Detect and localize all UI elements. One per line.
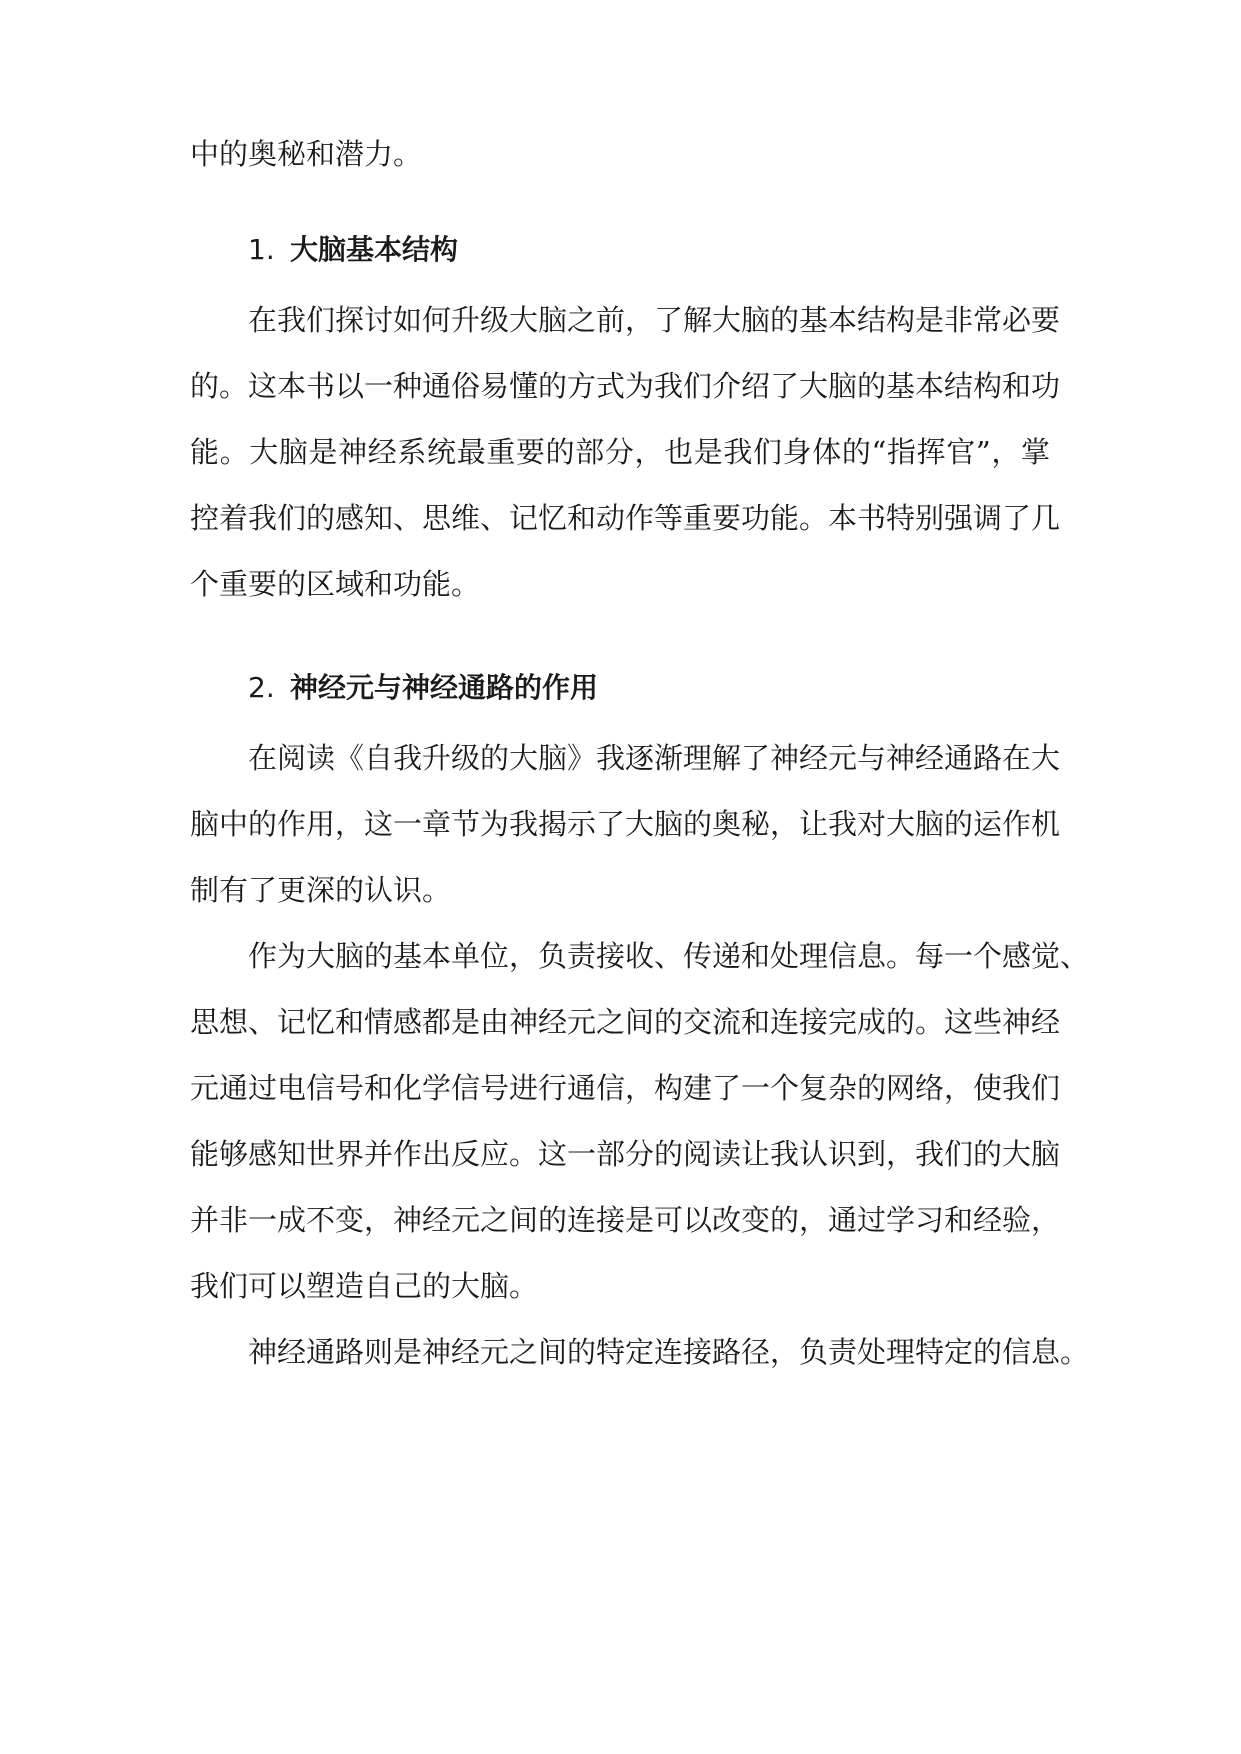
section1-para-line: 的。这本书以一种通俗易懂的方式为我们介绍了大脑的基本结构和功 — [190, 369, 1061, 403]
section2-para1-line: 脑中的作用，这一章节为我揭示了大脑的奥秘，让我对大脑的运作机 — [190, 807, 1061, 841]
section2-para2-line: 元通过电信号和化学信号进行通信，构建了一个复杂的网络，使我们 — [190, 1071, 1061, 1105]
section1-heading — [248, 230, 458, 270]
section1-para-line: 在我们探讨如何升级大脑之前，了解大脑的基本结构是非常必要 — [248, 303, 1061, 337]
section2-para3-line: 神经通路则是神经元之间的特定连接路径，负责处理特定的信息。 — [248, 1335, 1090, 1369]
section2-para1-line: 制有了更深的认识。 — [190, 873, 452, 907]
section2-para2-line: 我们可以塑造自己的大脑。 — [190, 1269, 539, 1303]
section2-heading — [248, 668, 598, 708]
section2-title: 神经元与神经通路的作用 — [290, 671, 599, 704]
section1-para-line: 控着我们的感知、思维、记忆和动作等重要功能。本书特别强调了几 — [190, 501, 1061, 535]
section2-para2-line: 并非一成不变，神经元之间的连接是可以改变的，通过学习和经验， — [190, 1203, 1061, 1237]
intro-tail-line: 中的奥秘和潜力。 — [190, 137, 423, 171]
section2-para2-line: 作为大脑的基本单位，负责接收、传递和处理信息。每一个感觉、 — [248, 939, 1090, 973]
section1-para-line: 个重要的区域和功能。 — [190, 567, 481, 601]
section1-para-line: 能。大脑是神经系统最重要的部分，也是我们身体的“指挥官”，掌 — [190, 435, 1050, 469]
section1-title: 大脑基本结构 — [290, 233, 459, 266]
section2-para2-line: 能够感知世界并作出反应。这一部分的阅读让我认识到，我们的大脑 — [190, 1137, 1061, 1171]
section1-number: 1. — [248, 233, 275, 266]
section2-number: 2. — [248, 671, 275, 704]
section2-para2-line: 思想、记忆和情感都是由神经元之间的交流和连接完成的。这些神经 — [190, 1005, 1061, 1039]
section2-para1-line: 在阅读《自我升级的大脑》我逐渐理解了神经元与神经通路在大 — [248, 741, 1061, 775]
